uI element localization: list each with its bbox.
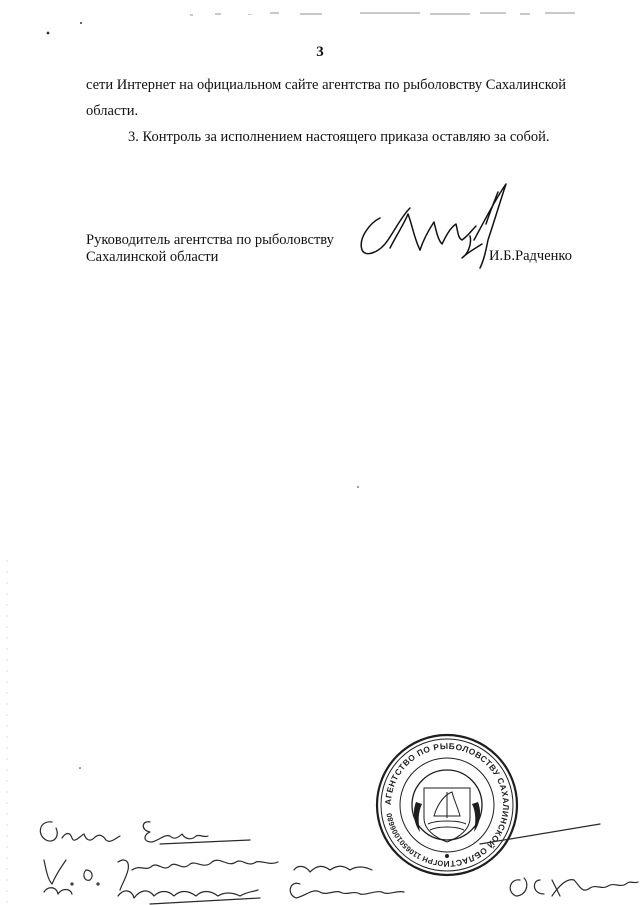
handwritten-signature [350, 178, 510, 270]
stamp-outer-text: АГЕНТСТВО ПО РЫБОЛОВСТВУ САХАЛИНСКОЙ ОБЛАСТИ [382, 740, 512, 870]
page-number: 3 [316, 44, 324, 60]
signer-title-line: Руководитель агентства по рыболовству [86, 232, 334, 248]
paragraph-line: сети Интернет на официальном сайте агентства по рыболовству Сахалинской [86, 77, 567, 93]
control-clause: 3. Контроль за исполнением настоящего приказа оставляю за собой. [128, 129, 550, 145]
handwritten-copy-certification [0, 800, 640, 905]
signer-name: И.Б.Радченко [489, 248, 572, 264]
signer-title [86, 232, 334, 266]
paragraph-line: области. [86, 103, 139, 119]
signer-title-line: Сахалинской области [86, 249, 219, 265]
stamp-ogrn: ОГРН 1106501006680 [384, 812, 444, 868]
